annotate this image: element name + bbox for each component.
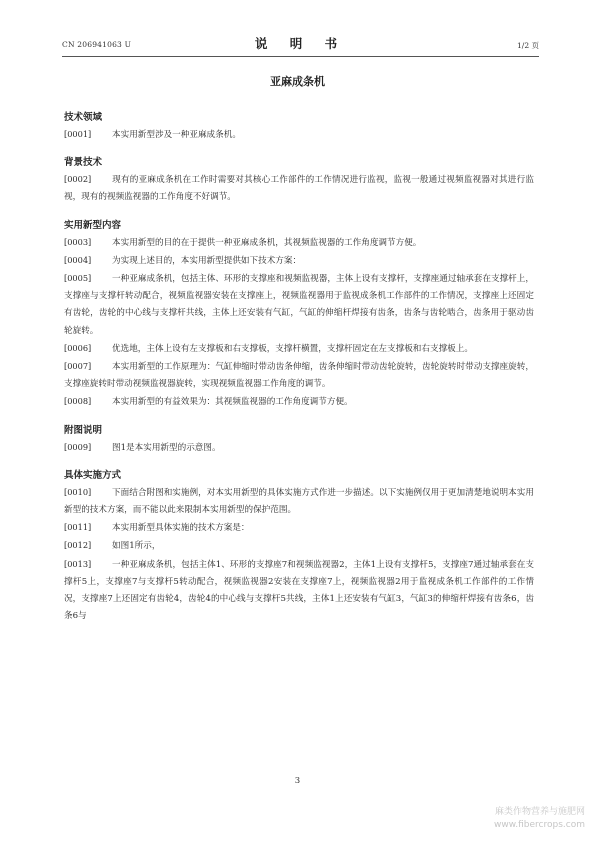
paragraph-number: [0004] bbox=[64, 254, 92, 265]
patent-number: CN 206941063 U bbox=[62, 40, 132, 49]
paragraph-number: [0008] bbox=[64, 396, 92, 407]
paragraph-number: [0001] bbox=[64, 129, 92, 139]
paragraph-text: 图1是本实用新型的示意图。 bbox=[112, 442, 221, 453]
paragraph-number: [0010] bbox=[64, 486, 92, 497]
paragraph-text: 一种亚麻成条机，包括主体1、环形的支撑座7和视频监视器2，主体1上设有支撑杆5，支撑座7通过轴承套在支撑杆5上，支撑座7与支撑杆5转动配合，视频监视器2安装在支撑座7上，视频监视器2用于监视成条机工作部件的工作情况，支撑座7上还固定有齿轮4，齿轮4的中心线与支撑杆5共线，主体1上还安装有气缸3，气缸3的伸缩杆焊接有齿条6，齿条6与 bbox=[64, 559, 534, 622]
paragraph-text: 下面结合附图和实施例，对本实用新型的具体实施方式作进一步描述。以下实施例仅用于更加清楚地说明本实用新型的技术方案，而不能以此来限制本实用新型的保护范围。 bbox=[64, 487, 534, 516]
paragraph bbox=[64, 234, 534, 252]
paragraph-text: 一种亚麻成条机，包括主体、环形的支撑座和视频监视器，主体上设有支撑杆，支撑座通过轴承套在支撑杆上，支撑座与支撑杆转动配合，视频监视器安装在支撑座上，视频监视器用于监视成条机工作部件的工作情况，支撑座上还固定有齿轮，齿轮的中心线与支撑杆共线，主体上还安装有气缸，气缸的伸缩杆焊接有齿条，齿条与齿轮啮合，齿条用于驱动齿轮旋转。 bbox=[64, 274, 534, 336]
paragraph-text: 本实用新型的有益效果为：其视频监视器的工作角度调节方便。 bbox=[112, 397, 353, 408]
paragraph-text: 本实用新型的目的在于提供一种亚麻成条机，其视频监视器的工作角度调节方便。 bbox=[112, 237, 422, 248]
header-divider bbox=[62, 56, 539, 57]
paragraph bbox=[64, 171, 534, 206]
paragraph bbox=[64, 484, 534, 519]
paragraph bbox=[64, 126, 534, 144]
paragraph-text: 本实用新型涉及一种亚麻成条机。 bbox=[112, 130, 241, 140]
page-header bbox=[62, 34, 539, 54]
paragraph-number: [0013] bbox=[64, 558, 92, 569]
header-title: 说 明 书 bbox=[254, 36, 347, 51]
paragraph-text: 为实现上述目的，本实用新型提供如下技术方案： bbox=[112, 255, 302, 266]
paragraph bbox=[64, 556, 534, 626]
paragraph-text: 本实用新型的工作原理为：气缸伸缩时带动齿条伸缩，齿条伸缩时带动齿轮旋转，齿轮旋转时带动支撑座旋转，支撑座旋转时带动视频监视器旋转，实现视频监视器工作角度的调节。 bbox=[64, 362, 534, 390]
paragraph-number: [0002] bbox=[64, 174, 92, 185]
paragraph bbox=[64, 393, 534, 411]
paragraph bbox=[64, 519, 534, 537]
document-title: 亚麻成条机 bbox=[270, 75, 325, 88]
paragraph-number: [0012] bbox=[64, 540, 92, 551]
paragraph-text: 本实用新型具体实施的技术方案是： bbox=[112, 523, 250, 534]
page-indicator: 1/2 页 bbox=[517, 41, 539, 50]
section-heading: 技术领域 bbox=[64, 112, 103, 123]
paragraph-number: [0006] bbox=[64, 342, 92, 353]
paragraph bbox=[64, 252, 534, 270]
page-number: 3 bbox=[294, 776, 301, 786]
paragraph-text: 现有的亚麻成条机在工作时需要对其核心工作部件的工作情况进行监视，监视一般通过视频监视器对其进行监视，现有的视频监视器的工作角度不好调节。 bbox=[64, 175, 534, 203]
watermark bbox=[494, 806, 585, 832]
paragraph-number: [0005] bbox=[64, 273, 92, 284]
paragraph bbox=[64, 340, 534, 358]
section-heading: 附图说明 bbox=[64, 424, 103, 436]
paragraph-number: [0011] bbox=[64, 522, 92, 533]
paragraph bbox=[64, 439, 534, 457]
paragraph-text: 如图1所示， bbox=[112, 541, 161, 552]
paragraph bbox=[64, 270, 534, 340]
section-heading: 具体实施方式 bbox=[64, 469, 122, 481]
paragraph-number: [0003] bbox=[64, 236, 92, 247]
paragraph bbox=[64, 358, 534, 393]
paragraph-text: 优选地，主体上设有左支撑板和右支撑板，支撑杆横置，支撑杆固定在左支撑板和右支撑板上。 bbox=[112, 343, 473, 354]
paragraph bbox=[64, 537, 534, 555]
watermark-name: 麻类作物营养与施肥网 bbox=[494, 807, 585, 817]
document-body bbox=[64, 111, 534, 625]
watermark-url: www.fibercrops.com bbox=[494, 820, 585, 830]
section-heading: 背景技术 bbox=[64, 157, 103, 169]
paragraph-number: [0007] bbox=[64, 361, 92, 372]
paragraph-number: [0009] bbox=[64, 441, 92, 452]
section-heading: 实用新型内容 bbox=[64, 219, 122, 231]
